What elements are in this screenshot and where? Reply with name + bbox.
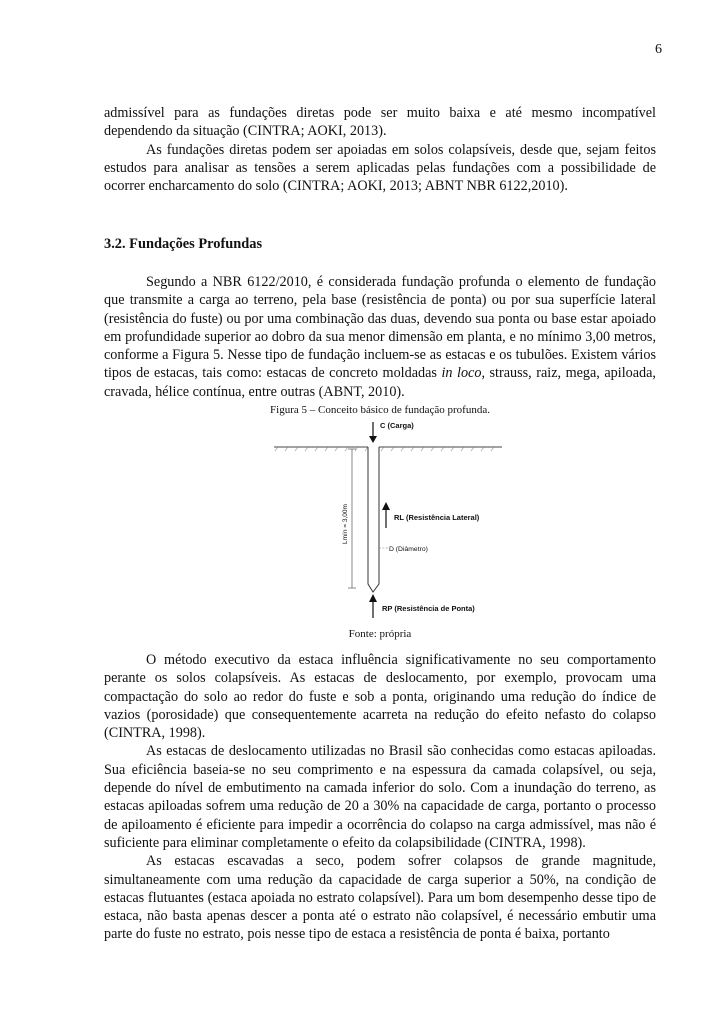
body-paragraph-1: O método executivo da estaca influência significativamente no seu comportamento perante os solos colapsíveis. As estacas de deslocamento, por exemplo, provocam uma compactação do solo ao redor do fuste e sob a ponta, originando uma redução do índice de vazios (porosidade) que consequentemente acarreta na redução do efeito nefasto do colapso (CINTRA, 1998).: [104, 652, 656, 742]
intro-paragraph-2: As fundações diretas podem ser apoiadas em solos colapsíveis, desde que, sejam feitos estudos para analisar as tensões a serem aplicadas pelas fundações com a possibilidade de ocorrer encharcamento do solo (CINTRA; AOKI, 2013; ABNT NBR 6122,2010).: [104, 141, 656, 195]
ground-hatch: [275, 447, 494, 451]
length-label: Lmín = 3,00m: [342, 504, 349, 544]
intro-paragraph-1: admissível para as fundações diretas pode ser muito baixa e até mesmo incompatível dependendo da situação (CINTRA; AOKI, 2013).: [104, 105, 656, 140]
section-heading-block: [104, 236, 656, 253]
pile-diagram-svg: [262, 416, 512, 628]
section-paragraph-1-start: Segundo a NBR 6122/2010, é considerada fundação profunda o elemento de fundação que transmite a carga ao terreno, pela base (resistência de ponta) ou por sua superfície lateral (resistência do fuste) ou por uma combinação das duas, devendo sua ponta ou base estar apoiado em profundidade superior ao dobro da sua menor dimensão em planta, e no mínimo 3,00 metros, conforme a Figura 5. Nesse tipo de fundação incluem-se as estacas e os tubulões. Existem vários tipos de estacas, tais como: estacas de concreto moldadas: [104, 274, 656, 382]
figure-caption: Figura 5 – Conceito básico de fundação profunda.: [270, 404, 490, 416]
section-title: 3.2. Fundações Profundas: [104, 236, 263, 252]
section-paragraph-1-end: , strauss, raiz, mega, apiloada, cravada, hélice contínua, entre outras (ABNT, 2010).: [104, 365, 656, 400]
italic-in-loco: in loco: [441, 365, 482, 382]
lateral-label: RL (Resistência Lateral): [394, 513, 480, 522]
body-paragraph-3: As estacas escavadas a seco, podem sofrer colapsos de grande magnitude, simultaneamente com uma redução da capacidade de carga superior a 50%, na condição de estacas flutuantes (estaca apoiada no estrato colapsível). Para um bom desempenho desse tipo de estaca, não basta apenas descer a ponta até o estrato não colapsível, é necessário embutir uma parte do fuste no estrato, pois nesse tipo de estaca a resistência de ponta é baixa, portanto: [104, 853, 656, 943]
section-paragraph-1: [104, 273, 656, 401]
load-label: C (Carga): [380, 421, 414, 430]
body-text: [104, 651, 656, 944]
section-text: [104, 273, 656, 401]
load-arrow-head: [369, 436, 377, 443]
page-number: 6: [655, 42, 662, 57]
lateral-arrow-head: [382, 502, 390, 510]
pile-outline: [368, 447, 379, 592]
pile-foundation-diagram: [262, 416, 512, 628]
tip-label: RP (Resistência de Ponta): [382, 604, 475, 613]
intro-text: [104, 104, 656, 195]
body-paragraph-2: As estacas de deslocamento utilizadas no Brasil são conhecidas como estacas apiloadas. Sua eficiência baseia-se no seu comprimento e na espessura da camada colapsível, ou seja, depende do nível de embutimento na camada inferior do solo. Com a inundação do terreno, as estacas apiloadas sofrem uma redução de 20 a 30% na capacidade de carga, portanto o processo de apiloamento é eficiente para impedir a ocorrência do colapso na carga admissível, mas não é suficiente para eliminar completamente o efeito da colapsibilidade (CINTRA, 1998).: [104, 743, 656, 851]
tip-arrow-head: [369, 594, 377, 602]
figure-source: Fonte: própria: [348, 628, 412, 640]
diameter-label: D (Diâmetro): [389, 546, 428, 553]
